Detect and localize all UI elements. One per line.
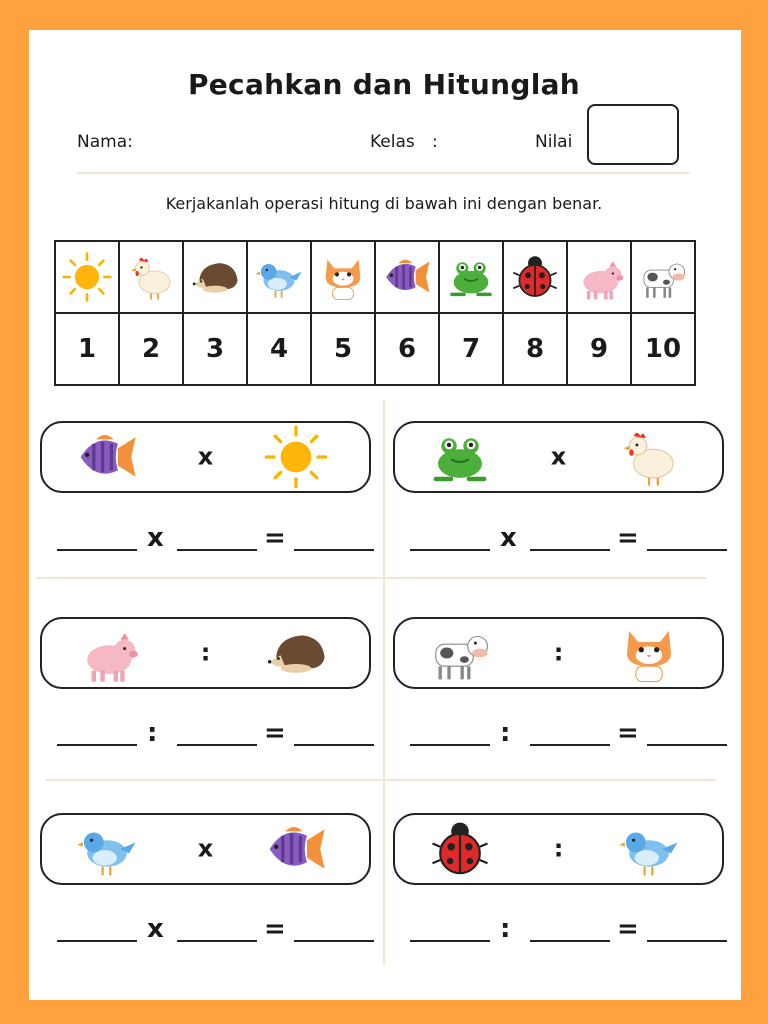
operator: : [553,638,564,667]
answer-blank[interactable] [530,549,610,551]
frog-icon [445,251,497,303]
key-number-cell: 8 [503,313,567,385]
ladybug-icon [509,251,561,303]
answer-blank[interactable] [647,549,727,551]
key-number-cell: 6 [375,313,439,385]
sun-icon [263,424,329,490]
equation-operator: : [147,718,158,748]
header-divider [77,172,690,174]
hedgehog-icon [263,620,329,686]
equals-sign: = [617,914,639,944]
equation-operator: x [147,523,164,553]
key-table [54,240,696,386]
equation-operator: x [500,523,517,553]
chicken-icon [616,424,682,490]
row-divider-1 [36,577,706,579]
key-number-cell: 9 [567,313,631,385]
answer-blank[interactable] [57,744,137,746]
key-number-cell: 5 [311,313,375,385]
key-picture-cell [183,241,247,313]
equals-sign: = [617,523,639,553]
cat-icon [616,620,682,686]
cow-icon [637,251,689,303]
answer-blank[interactable] [294,549,374,551]
equals-sign: = [264,523,286,553]
operator: x [550,442,567,471]
key-picture-cell [439,241,503,313]
operator: x [197,442,214,471]
key-picture-cell [247,241,311,313]
key-picture-cell [631,241,695,313]
key-number-cell: 2 [119,313,183,385]
answer-blank[interactable] [57,940,137,942]
hedgehog-icon [189,251,241,303]
answer-blank[interactable] [410,940,490,942]
answer-blank[interactable] [647,940,727,942]
pig-icon [573,251,625,303]
key-picture-cell [55,241,119,313]
kelas-label: Kelas [370,132,415,152]
column-divider [383,400,385,965]
key-number-cell: 1 [55,313,119,385]
answer-blank[interactable] [647,744,727,746]
fish-icon [263,816,329,882]
key-picture-cell [375,241,439,313]
cat-icon [317,251,369,303]
equals-sign: = [264,914,286,944]
key-picture-cell [119,241,183,313]
problem-picture-box [393,813,724,885]
answer-blank[interactable] [177,549,257,551]
answer-blank[interactable] [410,549,490,551]
operator: : [200,638,211,667]
problem-picture-box [393,617,724,689]
problem-picture-box [40,813,371,885]
kelas-colon: : [432,132,438,152]
equation-operator: x [147,914,164,944]
answer-blank[interactable] [294,940,374,942]
problem-picture-box [393,421,724,493]
equals-sign: = [264,718,286,748]
key-number-cell: 10 [631,313,695,385]
bird-icon [616,816,682,882]
key-picture-cell [311,241,375,313]
answer-blank[interactable] [530,744,610,746]
key-number-cell: 3 [183,313,247,385]
equation-operator: : [500,914,511,944]
problem-picture-box [40,421,371,493]
equals-sign: = [617,718,639,748]
key-number-cell: 4 [247,313,311,385]
row-divider-2 [46,779,716,781]
key-picture-cell [503,241,567,313]
answer-blank[interactable] [177,940,257,942]
operator: : [553,834,564,863]
chicken-icon [125,251,177,303]
fish-icon [381,251,433,303]
nilai-label: Nilai [535,132,573,152]
key-picture-cell [567,241,631,313]
answer-blank[interactable] [294,744,374,746]
page-title: Pecahkan dan Hitunglah [187,68,581,101]
answer-blank[interactable] [410,744,490,746]
sun-icon [61,251,113,303]
answer-blank[interactable] [530,940,610,942]
answer-blank[interactable] [177,744,257,746]
operator: x [197,834,214,863]
instruction-text: Kerjakanlah operasi hitung di bawah ini dengan benar. [165,194,603,213]
key-number-cell: 7 [439,313,503,385]
answer-blank[interactable] [57,549,137,551]
bird-icon [253,251,305,303]
nama-label: Nama: [77,132,133,152]
equation-operator: : [500,718,511,748]
nilai-score-box[interactable] [587,104,679,165]
problem-picture-box [40,617,371,689]
